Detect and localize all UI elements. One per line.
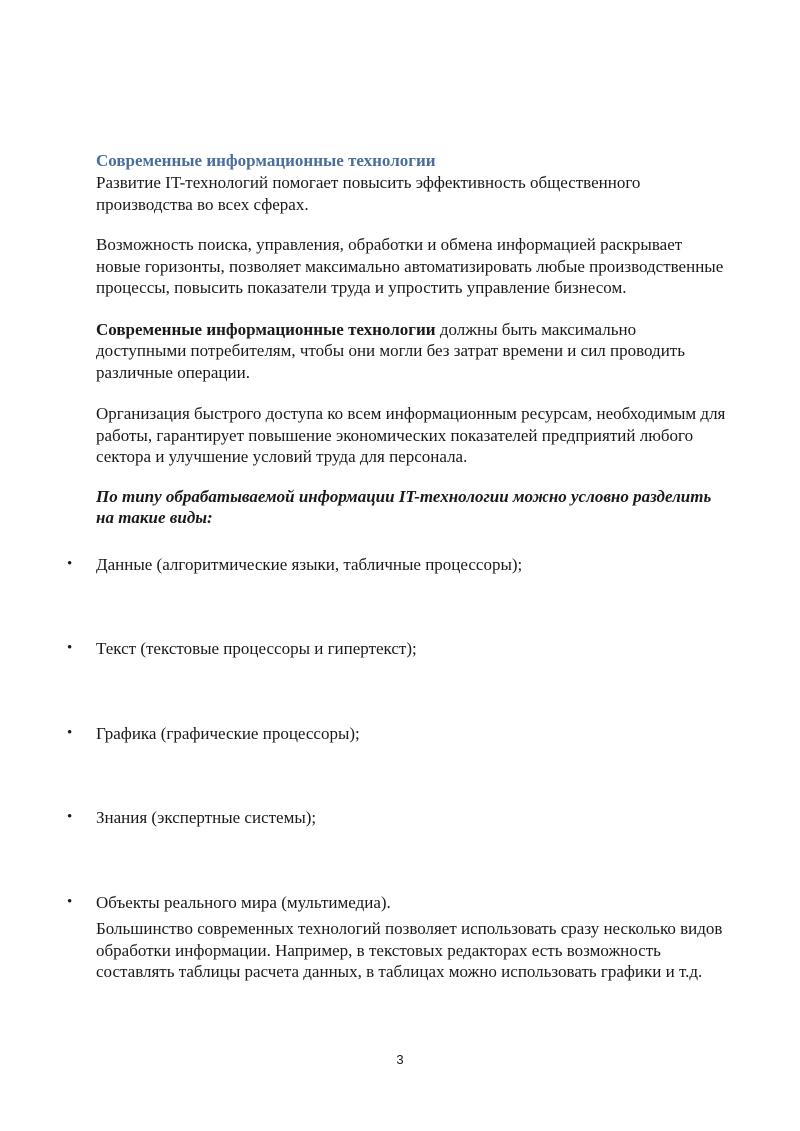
section-heading: Современные информационные технологии (96, 151, 436, 170)
paragraph-fast-access: Организация быстрого доступа ко всем информационным ресурсам, необходимым для работы, гарантирует повышение экономических показателей предприятий любого сектора и улучшение условий труда для персонала. (96, 404, 726, 466)
list-item: • Графика (графические процессоры); (96, 723, 726, 745)
page-content (96, 150, 726, 983)
paragraph-search-management: Возможность поиска, управления, обработки и обмена информацией раскрывает новые горизонты, позволяет максимально автоматизировать любые производственные процессы, повысить показатели труда и упростить управление бизнесом. (96, 235, 724, 297)
list-item: • Знания (экспертные системы); (96, 807, 726, 829)
list-item: • Данные (алгоритмические языки, табличные процессоры); (96, 554, 726, 576)
paragraph-closing: Большинство современных технологий позволяет использовать сразу несколько видов обработки информации. Например, в текстовых редакторах есть возможность составлять таблицы расчета данных, в таблицах можно использовать графики и т.д. (96, 919, 723, 981)
paragraph-modern-technologies (96, 319, 726, 384)
bold-lead-text: Современные информационные технологии (96, 319, 436, 339)
paragraph-types-intro: По типу обрабатываемой информации IT-технологии можно условно разделить на такие виды: (96, 486, 712, 527)
list-item: • Объекты реального мира (мультимедиа). (96, 892, 726, 914)
paragraph-text: должны быть максимально доступными потребителям, чтобы они могли без затрат времени и сил проводить различные операции. (96, 319, 685, 382)
list-item: • Текст (текстовые процессоры и гипертекст); (96, 638, 726, 660)
page-number: 3 (396, 1052, 404, 1067)
it-types-list (96, 554, 726, 914)
paragraph-it-development: Развитие IT-технологий помогает повысить эффективность общественного производства во всех сферах. (96, 173, 641, 214)
